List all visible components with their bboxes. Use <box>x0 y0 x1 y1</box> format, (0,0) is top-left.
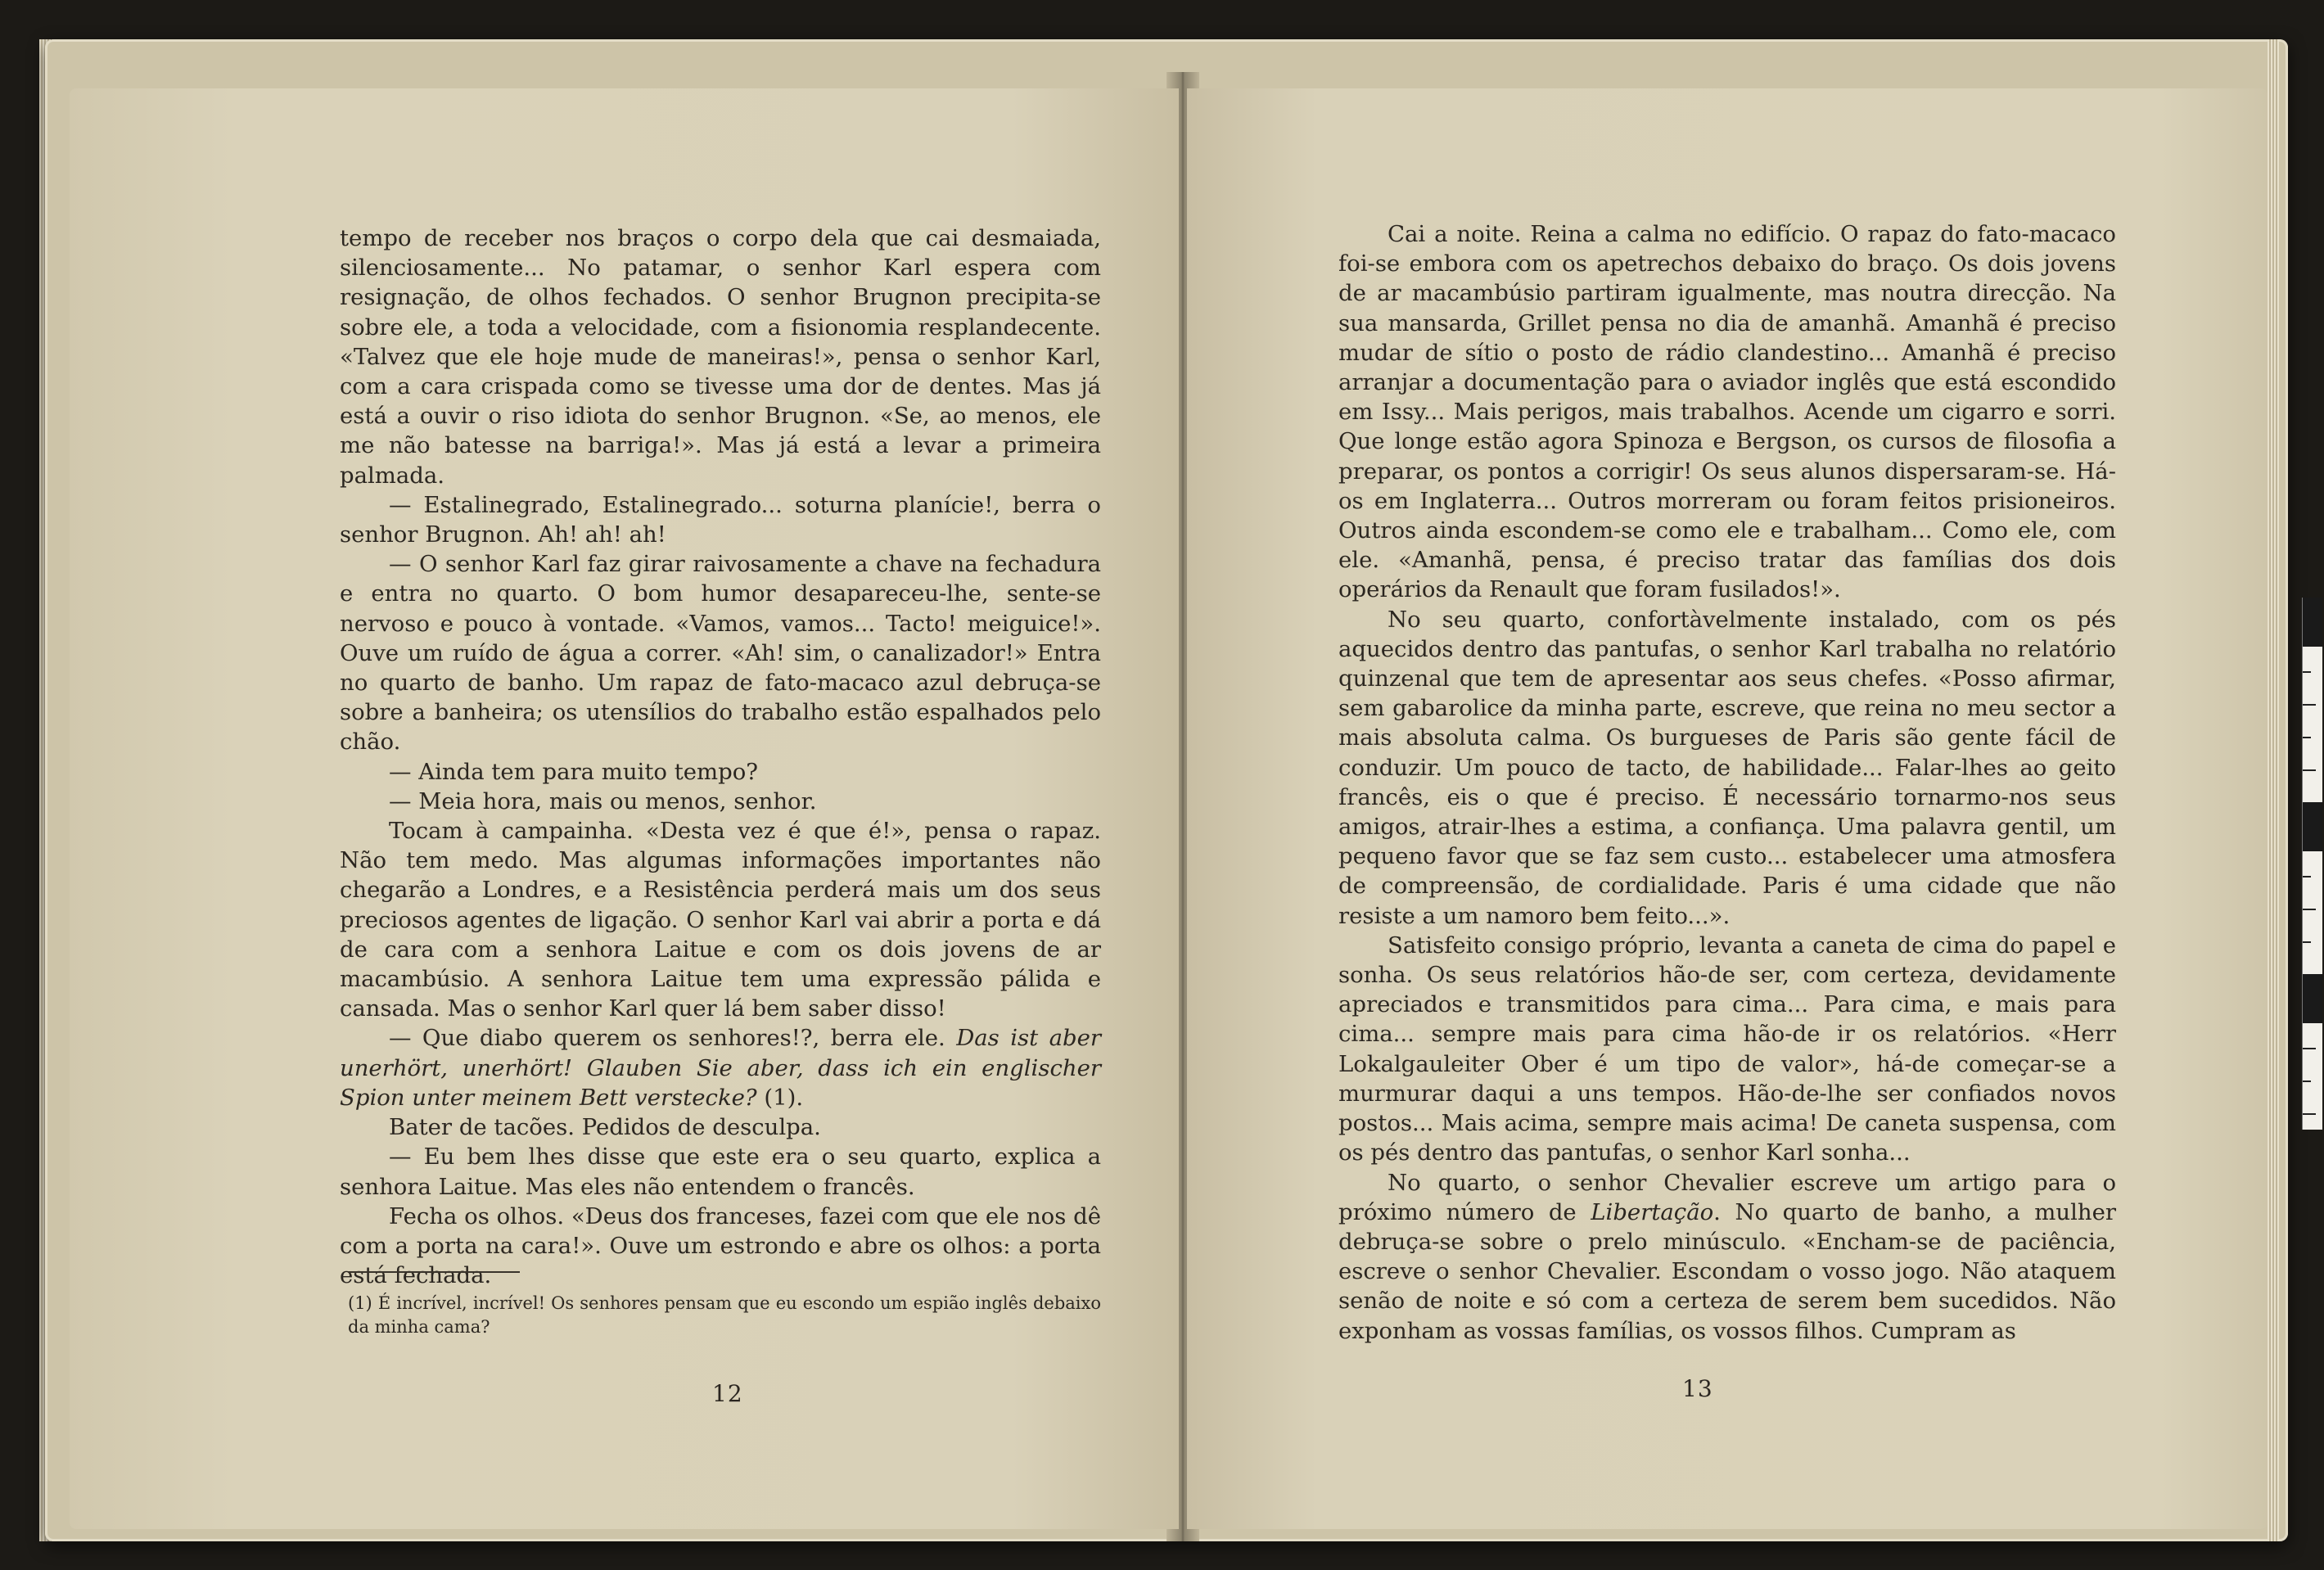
paragraph: No seu quarto, confortàvelmente instalado, com os pés aquecidos dentro das pantufas, o senhor Karl trabalha no relatório quinzenal que tem de apresentar aos seus chefes. «Posso afirmar, sem gabarolice da minha parte, escreve, que reina no meu sector a mais absoluta calma. Os burgueses de Paris são gente fácil de conduzir. Um pouco de tacto, de habilidade... Falar-lhes ao geito francês, eis o que é preciso. É necessário tornarmo-nos seus amigos, atrair-lhes a estima, a confiança. Uma palavra gentil, um pequeno favor que se faz sem custo... estabelecer uma atmosfera de compreensão, de cordialidade. Paris é uma cidade que não resiste a um namoro bem feito...». <box>1338 606 2116 929</box>
ruler-tick <box>2303 1081 2311 1082</box>
ruler-tick <box>2303 941 2311 943</box>
paragraph: — Eu bem lhes disse que este era o seu quarto, explica a senhora Laitue. Mas eles não entendem o francês. <box>340 1144 1101 1200</box>
ruler-tick <box>2303 909 2316 910</box>
footnote-rule <box>348 1271 520 1273</box>
paragraph: — O senhor Karl faz girar raivosamente a chave na fechadura e entra no quarto. O bom humor desapareceu-lhe, sente-se nervoso e pouco à vontade. «Vamos, vamos... Tacto! meiguice!». Ouve um ruído de água a correr. «Ah! sim, o canalizador!» Entra no quarto de banho. Um rapaz de fato-macaco azul debruça-se sobre a banheira; os utensílios do trabalho estão espalhados pelo chão. <box>340 551 1101 756</box>
scale-ruler <box>2302 598 2322 1130</box>
ruler-tick <box>2303 704 2316 706</box>
paragraph: — Ainda tem para muito tempo? <box>389 758 759 785</box>
paragraph: Cai a noite. Reina a calma no edifício. O rapaz do fato-macaco foi-se embora com os apetrechos debaixo do braço. Os dois jovens de ar macambúsio partiram igualmente, mas noutra direcção. Na sua mansarda, Grillet pensa no dia de amanhã. Amanhã é preciso mudar de sítio o posto de rádio clandestino... Amanhã é preciso arranjar a documentação para o aviador inglês que está escondido em Issy... Mais perigos, mais trabalhos. Acende um cigarro e sorri. Que longe estão agora Spinoza e Bergson, os cursos de filosofia a preparar, os pontos a corrigir! Os seus alunos dispersaram-se. Há-os em Inglaterra... Outros morreram ou foram feitos prisioneiros. Outros ainda escondem-se como ele e trabalham... Como ele, com ele. «Amanhã, pensa, é preciso tratar das famílias dos dois operários da Renault que foram fusilados!». <box>1338 221 2116 603</box>
paragraph: tempo de receber nos braços o corpo dela que cai desmaiada, silenciosamente... No patamar, o senhor Karl espera com resignação, de olhos fechados. O senhor Brugnon precipita-se sobre ele, a toda a velocidade, com a fisionomia resplandecente. «Talvez que ele hoje mude de maneiras!», pensa o senhor Karl, com a cara crispada como se tivesse uma dor de dentes. Mas já está a ouvir o riso idiota do senhor Brugnon. «Se, ao menos, ele me não batesse na barriga!». Mas já está a levar a primeira palmada. <box>340 225 1101 489</box>
paragraph: — Estalinegrado, Estalinegrado... soturna planície!, berra o senhor Brugnon. Ah! ah! ah! <box>340 491 1101 548</box>
ruler-band <box>2303 974 2322 1023</box>
paragraph-tail: . No quarto de banho, a mulher debruça-se sobre o prelo minúsculo. «Encham-se de paciência, escreve o senhor Chevalier. Escondam o vosso jogo. Não ataquem senão de noite e só com a certeza de serem bem sucedidos. Não exponham as vossas famílias, os vossos filhos. Cumpram as <box>1338 1198 2117 1344</box>
paragraph-lead: No quarto, o senhor Chevalier escreve um artigo para o próximo número de <box>1338 1169 2116 1225</box>
ruler-tick <box>2303 671 2311 673</box>
ruler-tick <box>2303 737 2311 738</box>
german-italic-quote: Das ist aber unerhört, unerhört! Glauben Sie aber, dass ich ein englischer Spion unter meinem Bett verstecke? <box>340 1025 1101 1111</box>
dialogue-lead: — Que diabo querem os senhores!?, berra ele. <box>389 1025 957 1052</box>
footnote: (1) É incrível, incrível! Os senhores pensam que eu escondo um espião inglês debaixo da minha cama? <box>348 1293 1101 1337</box>
book-fore-edge-right <box>2268 39 2279 1541</box>
paragraph-german-dialogue <box>340 1023 1101 1112</box>
left-page-text <box>340 223 1101 1290</box>
left-page <box>70 88 1179 1529</box>
paragraph: Fecha os olhos. «Deus dos franceses, fazei com que ele nos dê com a porta na cara!». Ouve um estrondo e abre os olhos: a porta está fechada. <box>340 1202 1101 1289</box>
ruler-tick <box>2303 1113 2316 1115</box>
page-number: 13 <box>1682 1375 1713 1402</box>
right-page <box>1187 88 2268 1529</box>
paragraph-last <box>1338 1168 2116 1346</box>
ruler-tick <box>2303 1048 2316 1049</box>
ruler-band <box>2303 598 2322 647</box>
newspaper-title-italic: Libertação <box>1591 1198 1714 1225</box>
paragraph: Tocam à campainha. «Desta vez é que é!», pensa o rapaz. Não tem medo. Mas algumas informações importantes não chegarão a Londres, e a Resistência perderá mais um dos seus preciosos agentes de ligação. O senhor Karl vai abrir a porta e dá de cara com a senhora Laitue e com os dois jovens de ar macambúsio. A senhora Laitue tem uma expressão pálida e cansada. Mas o senhor Karl quer lá bem saber disso! <box>340 818 1101 1022</box>
footnote-reference: (1). <box>756 1084 804 1111</box>
paragraph: — Meia hora, mais ou menos, senhor. <box>389 787 817 814</box>
paragraph: Bater de tacões. Pedidos de desculpa. <box>389 1114 821 1141</box>
open-book <box>45 39 2288 1541</box>
paragraph: Satisfeito consigo próprio, levanta a caneta de cima do papel e sonha. Os seus relatórios hão-de ser, com certeza, devidamente apreciados e transmitidos para cima... Para cima, e mais para cima... sempre mais para cima hão-de ir os relatórios. «Herr Lokalgauleiter Ober é um tipo de valor», há-de começar-se a murmurar daqui a uns tempos. Hão-de-lhe ser confiados novos postos... Mais acima, sempre mais acima! De caneta suspensa, com os pés dentro das pantufas, o senhor Karl sonha... <box>1338 932 2116 1166</box>
page-number: 12 <box>712 1380 743 1407</box>
ruler-band <box>2303 802 2322 851</box>
right-page-text <box>1338 219 2116 1346</box>
ruler-tick <box>2303 876 2311 877</box>
ruler-tick <box>2303 769 2316 771</box>
